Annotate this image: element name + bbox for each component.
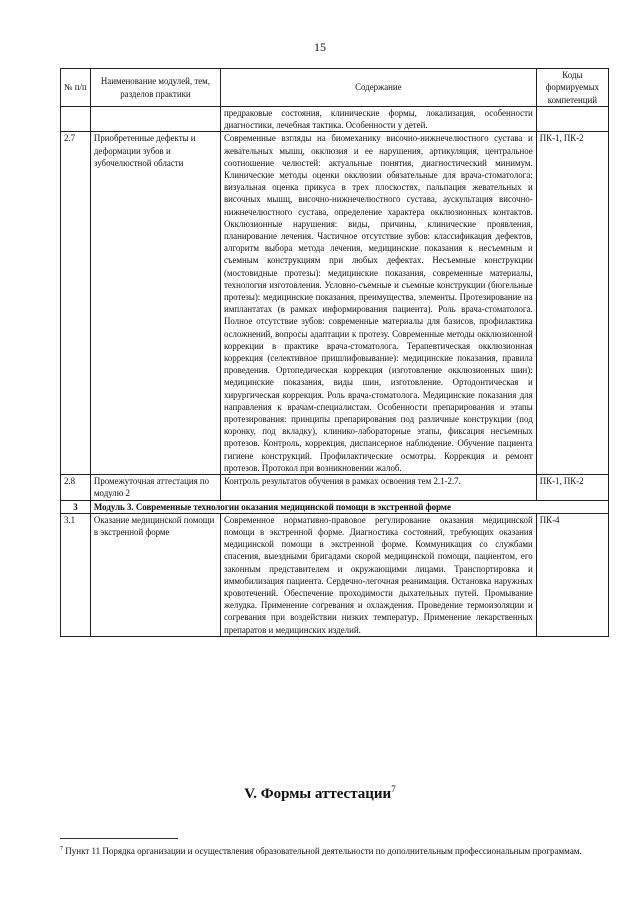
table-row xyxy=(61,132,609,475)
table-header-row xyxy=(61,69,609,107)
module-title: Модуль 3. Современные технологии оказания медицинской помощи в экстренной форме xyxy=(90,500,608,513)
header-name: Наименование модулей, тем, разделов практики xyxy=(90,69,220,107)
table-row xyxy=(61,475,609,500)
table-row-continuation xyxy=(61,107,609,132)
row-num: 2.8 xyxy=(61,475,91,500)
module-row xyxy=(61,500,609,513)
header-content: Содержание xyxy=(220,69,536,107)
row-codes: ПК-1, ПК-2 xyxy=(536,475,608,500)
footnote xyxy=(60,843,609,857)
row-content: Современные взгляды на биомеханику височно-нижнечелюстного сустава и жевательных мышц, окклюзия и ее нарушения, артикуляция, центральное соотношение челюстей: актуальные понятия, диагностический минимум. Клинические методы оценки окклюзии обязательные для врача-стоматолога: визуальная оценка прикуса в трех плоскостях, пальпация жевательных и височных мышц, височно-нижнечелюстного сустава, аускультация височно-нижнечелюстного сустава, определение характера окклюзионных контактов. Окклюзионные нарушения: виды, причины, клинические проявления, планирование лечения. Частичное отсутствие зубов: классификация дефектов, алгоритм выбора метода лечения, медицинские показания к несъемным и съемным конструкциям при любых дефектах. Несъемные конструкции (мостовидные протезы): медицинские показания, современные материалы, технология изготовления. Условно-съемные и съемные конструкции (бюгельные протезы): медицинские показания, преимущества, элементы. Протезирование на имплантатах (в рамках информирования пациента). Роль врача-стоматолога. Полное отсутствие зубов: современные материалы для базисов, профилактика осложнений, вопросы адаптации к протезу. Современные методы окклюзионной коррекции в практике врача-стоматолога. Терапевтическая окклюзионная коррекция (селективное пришлифовывание): медицинские показания, правила проведения. Ортопедическая коррекция (изготовление окклюзионных шин): медицинские показания, виды шин, изготовление. Ортодонтическая и хирургическая коррекция. Роль врача-стоматолога. Медицинские показания для направления к врачам-специалистам. Особенности препарирования и этапы протезирования: принципы препарирования под различные конструкции (под коронку, под вкладку), клинико-лабораторные этапы, фиксация несъемных протезов. Контроль, коррекция, диспансерное наблюдение. Обучение пациента гигиене конструкций. Профилактические осмотры. Коррекция и ремонт протезов. Протокол при возникновении жалоб. xyxy=(220,132,536,475)
page-number: 15 xyxy=(314,40,326,54)
row-content: Контроль результатов обучения в рамках освоения тем 2.1-2.7. xyxy=(220,475,536,500)
practice-content-table xyxy=(60,68,609,637)
row-num: 3.1 xyxy=(61,513,91,636)
footnote-divider xyxy=(60,838,178,839)
header-codes: Коды формируемых компетенций xyxy=(536,69,608,107)
header-num: № п/п xyxy=(61,69,91,107)
row-name: Промежуточная аттестация по модулю 2 xyxy=(90,475,220,500)
row-name: Оказание медицинской помощи в экстренной форме xyxy=(90,513,220,636)
footnote-text: Пункт 11 Порядка организации и осуществления образовательной деятельности по дополнительным профессиональным программам. xyxy=(65,846,582,856)
row-codes: ПК-1, ПК-2 xyxy=(536,132,608,475)
table-row xyxy=(61,513,609,636)
row-codes: ПК-4 xyxy=(536,513,608,636)
module-num: 3 xyxy=(61,500,91,513)
row-name: Приобретенные дефекты и деформации зубов и зубочелюстной области xyxy=(90,132,220,475)
section-title-text: V. Формы аттестации xyxy=(244,786,392,802)
row-content: Современное нормативно-правовое регулирование оказания медицинской помощи в экстренной форме. Диагностика состояний, требующих оказания медицинской помощи в экстренной форме. Коммуникация со службами спасения, выездными бригадами скорой медицинской помощи, пациентом, его законным представителем и окружающими лицами. Транспортировка и иммобилизация пациента. Сердечно-легочная реанимация. Остановка наружных кровотечений. Обеспечение проходимости дыхательных путей. Промывание желудка. Применение согревания и охлаждения. Проведение термоизоляции и согревания при воздействии низких температур. Применение лекарственных препаратов и медицинских изделий. xyxy=(220,513,536,636)
continuation-content: предраковые состояния, клинические формы, локализация, особенности диагностики, лечебная тактика. Особенности у детей. xyxy=(220,107,536,132)
footnote-marker: 7 xyxy=(60,846,63,852)
row-num: 2.7 xyxy=(61,132,91,475)
section-title xyxy=(0,784,640,803)
footnote-ref: 7 xyxy=(391,784,396,794)
